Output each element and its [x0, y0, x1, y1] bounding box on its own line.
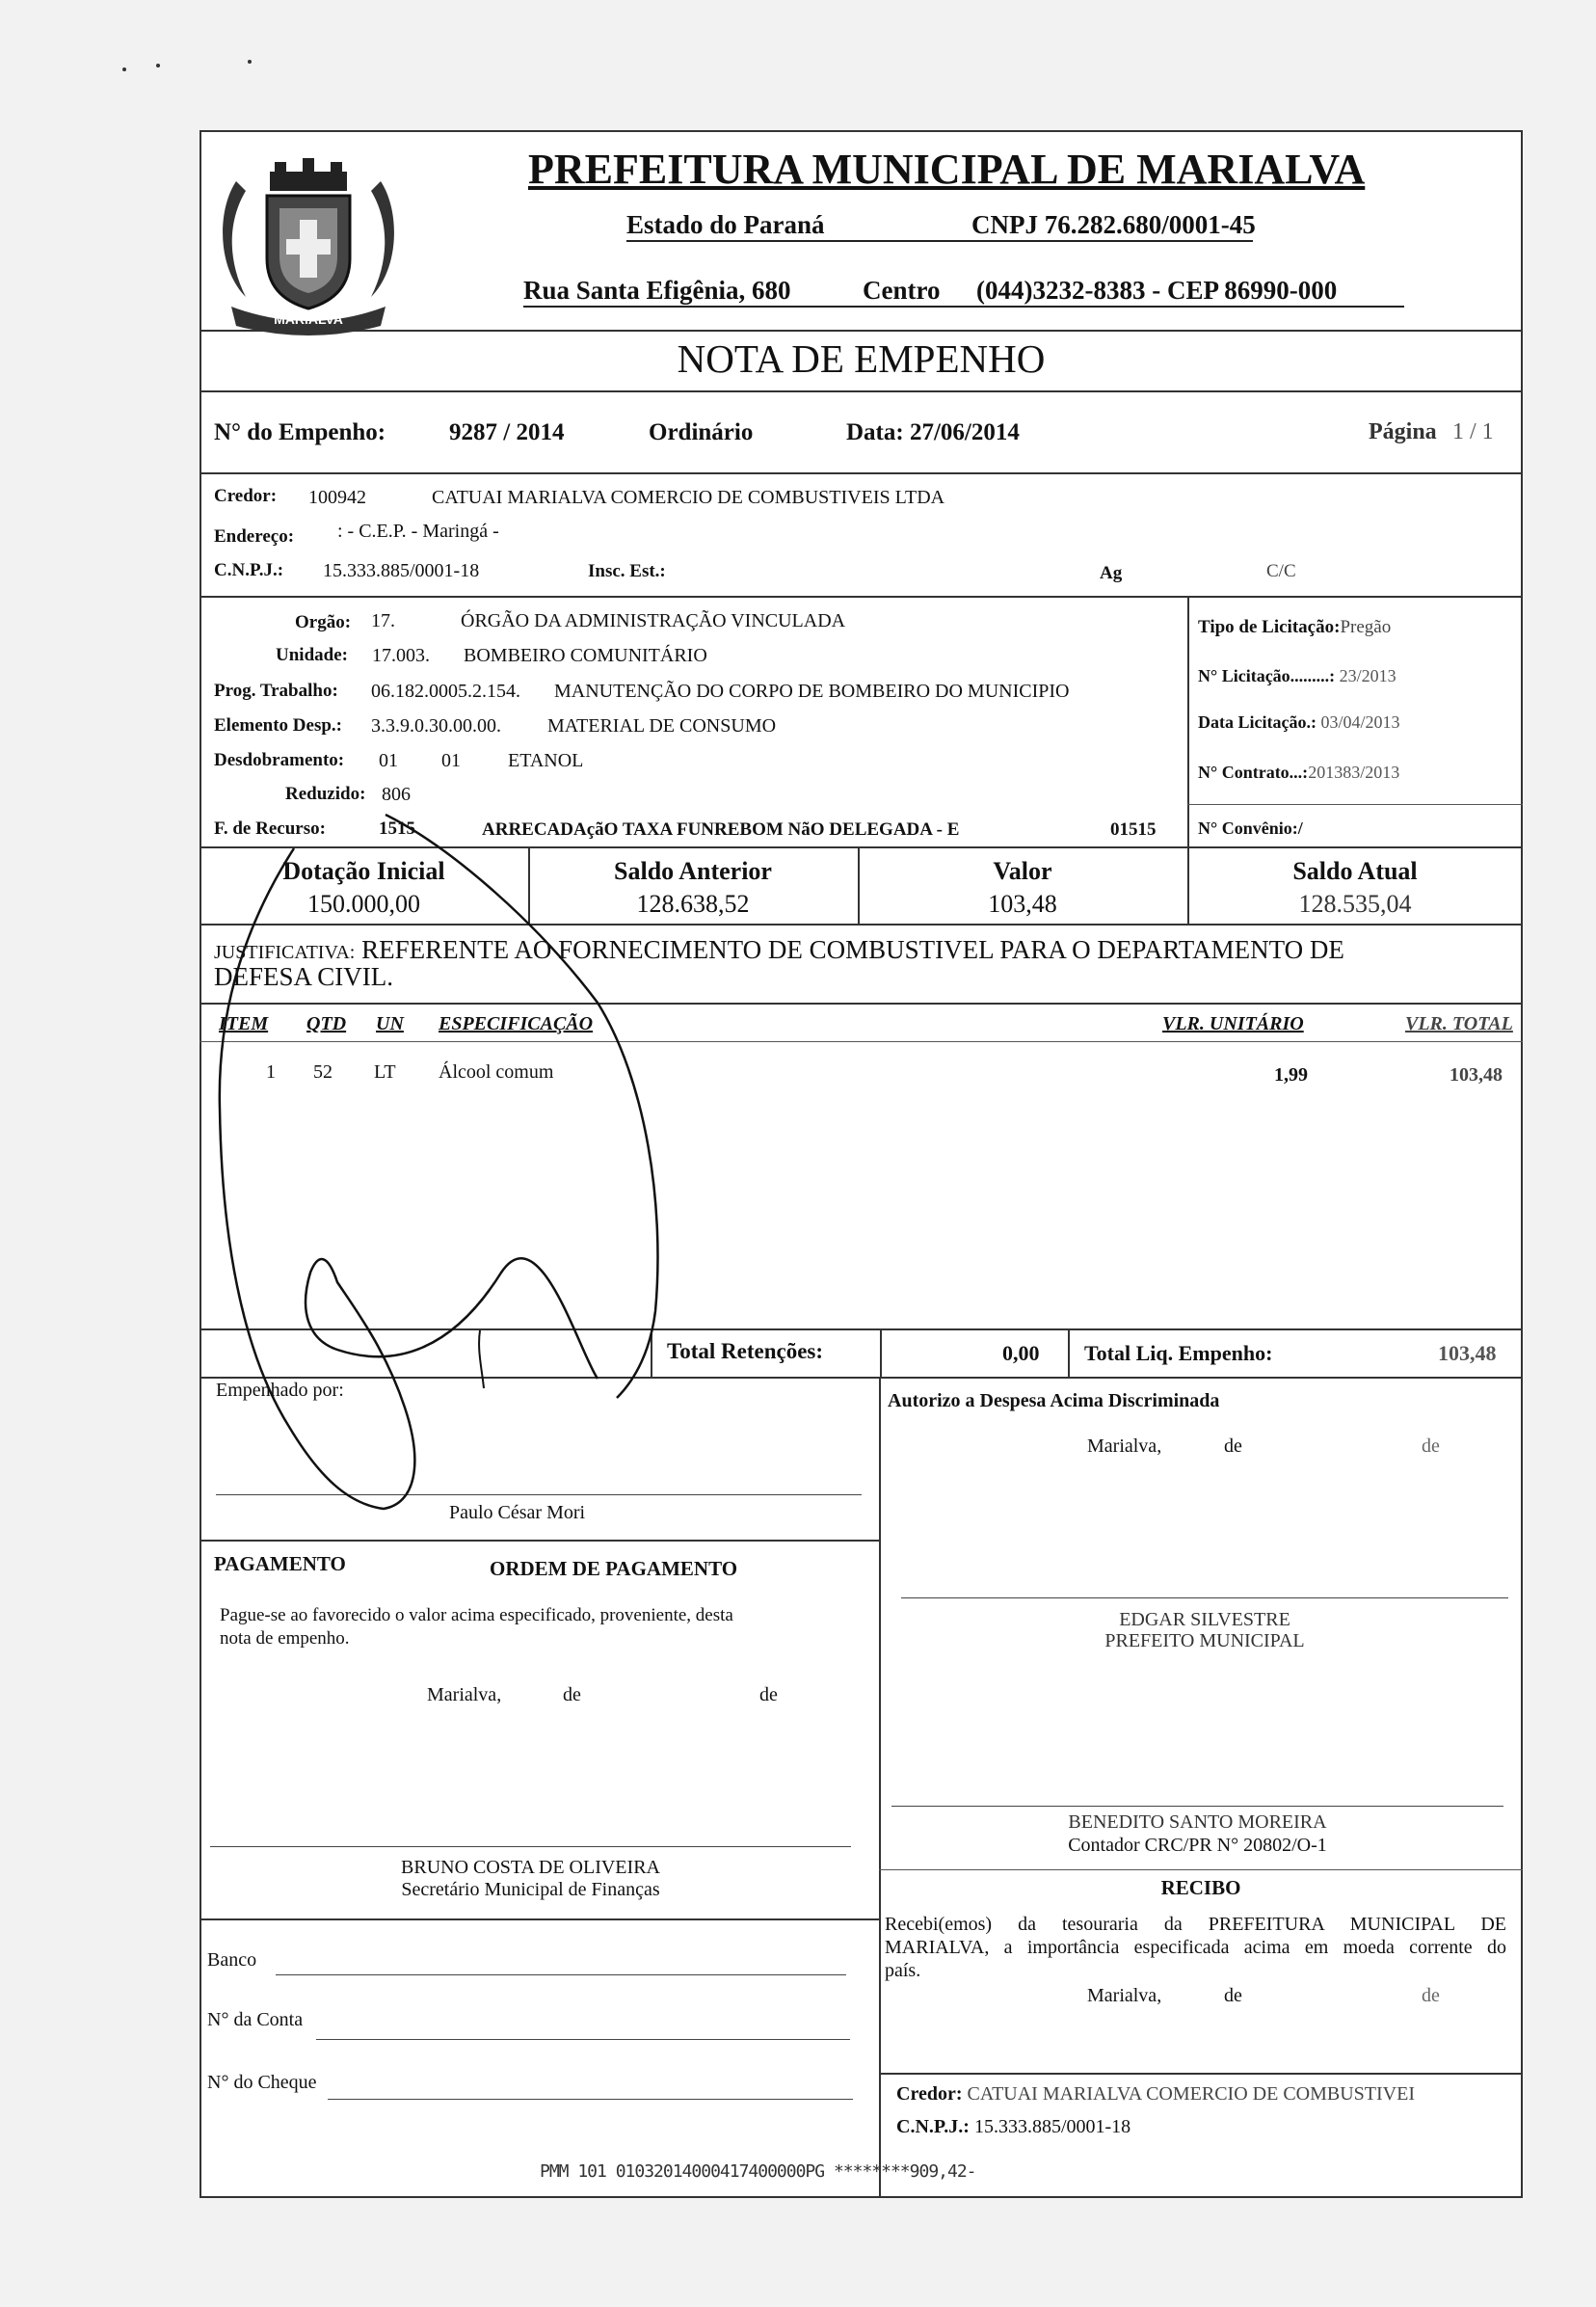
- valor-label: Valor: [993, 857, 1052, 885]
- ag-label: Ag: [1100, 563, 1123, 583]
- numero-licitacao: N° Licitação.........: 23/2013: [1198, 666, 1396, 685]
- municipal-crest-icon: [207, 143, 410, 335]
- banco-label: Banco: [207, 1949, 257, 1971]
- cheque-label: N° do Cheque: [207, 2072, 317, 2093]
- desdob-label: Desdobramento:: [214, 750, 345, 770]
- autorizo-de1: de: [1224, 1435, 1242, 1457]
- col-vlr-total: VLR. TOTAL: [1405, 1013, 1513, 1034]
- autorizo-de2: de: [1422, 1435, 1440, 1457]
- reduzido-label: Reduzido:: [285, 784, 366, 804]
- valor-value: 103,48: [988, 890, 1057, 918]
- col-especificacao: ESPECIFICAÇÃO: [439, 1013, 594, 1034]
- header-address-line: [523, 278, 1404, 308]
- recurso-name: ARRECADAçãO TAXA FUNREBOM NãO DELEGADA - E: [482, 819, 960, 840]
- doc-title: NOTA DE EMPENHO: [677, 336, 1046, 381]
- recibo-credor: Credor: CATUAI MARIALVA COMERCIO DE COMBUSTIVEI: [896, 2083, 1415, 2105]
- address-value: : - C.E.P. - Maringá -: [337, 521, 499, 542]
- recibo-de1: de: [1224, 1985, 1242, 2006]
- saldo-anterior-label: Saldo Anterior: [614, 857, 772, 885]
- elemento-label: Elemento Desp.:: [214, 715, 342, 736]
- liquido-label: Total Liq. Empenho:: [1084, 1341, 1273, 1365]
- row-item: 1: [266, 1061, 276, 1083]
- recibo-text3: país.: [885, 1960, 921, 1981]
- row-vlr-unitario: 1,99: [1274, 1064, 1308, 1086]
- col-vlr-unitario: VLR. UNITÁRIO: [1162, 1013, 1304, 1034]
- recibo-cnpj: C.N.P.J.: 15.333.885/0001-18: [896, 2116, 1131, 2137]
- empenho-number: 9287 / 2014: [449, 419, 565, 445]
- desdob-name: ETANOL: [508, 750, 584, 771]
- svg-text:MARIALVA: MARIALVA: [274, 311, 343, 327]
- credor-name: CATUAI MARIALVA COMERCIO DE COMBUSTIVEIS LTDA: [432, 487, 945, 508]
- recibo-city: Marialva,: [1087, 1985, 1162, 2006]
- page-label: Página: [1369, 419, 1437, 444]
- col-qtd: QTD: [306, 1013, 347, 1034]
- desdob-a: 01: [379, 750, 398, 771]
- cnpj-label: C.N.P.J.:: [214, 560, 284, 580]
- footer-code: PMM 101 01032014000417400000PG ********909,42-: [540, 2161, 976, 2182]
- prog-name: MANUTENÇÃO DO CORPO DE BOMBEIRO DO MUNICIPIO: [554, 681, 1070, 702]
- dotacao-value: 150.000,00: [307, 890, 420, 918]
- recibo-label: RECIBO: [1160, 1876, 1241, 1899]
- reduzido-value: 806: [382, 784, 411, 805]
- col-item: ITEM: [219, 1013, 269, 1034]
- empenho-date: Data: 27/06/2014: [846, 419, 1020, 445]
- pagamento-label: PAGAMENTO: [214, 1552, 346, 1575]
- dotacao-label: Dotação Inicial: [282, 857, 445, 885]
- pagamento-de1: de: [563, 1684, 581, 1705]
- prog-code: 06.182.0005.2.154.: [371, 681, 520, 702]
- justificativa-line1: JUSTIFICATIVA: REFERENTE AO FORNECIMENTO DE COMBUSTIVEL PARA O DEPARTAMENTO DE: [214, 935, 1344, 964]
- ordem-pagamento-label: ORDEM DE PAGAMENTO: [490, 1557, 738, 1580]
- row-un: LT: [374, 1061, 396, 1083]
- header-state: Estado do Paraná: [626, 210, 825, 239]
- autorizo-label: Autorizo a Despesa Acima Discriminada: [888, 1390, 1220, 1411]
- page-number: 1 / 1: [1452, 419, 1494, 444]
- elemento-code: 3.3.9.0.30.00.00.: [371, 715, 501, 737]
- cnpj-value: 15.333.885/0001-18: [323, 560, 480, 581]
- header-cnpj: CNPJ 76.282.680/0001-45: [971, 210, 1256, 239]
- retencoes-value: 0,00: [1002, 1341, 1040, 1365]
- recibo-text2: MARIALVA, a importância especificada acima em moeda corrente do: [885, 1937, 1506, 1958]
- pagamento-text2: nota de empenho.: [220, 1628, 350, 1649]
- address-label: Endereço:: [214, 526, 295, 547]
- unidade-label: Unidade:: [276, 645, 348, 665]
- contador-name: BENEDITO SANTO MOREIRA: [1068, 1811, 1327, 1833]
- credor-label: Credor:: [214, 486, 278, 506]
- pagamento-city: Marialva,: [427, 1684, 502, 1705]
- insc-label: Insc. Est.:: [588, 561, 666, 581]
- unidade-code: 17.003.: [372, 645, 430, 666]
- pagamento-de2: de: [759, 1684, 778, 1705]
- row-qtd: 52: [313, 1061, 332, 1083]
- prog-label: Prog. Trabalho:: [214, 681, 338, 701]
- empenhado-label: Empenhado por:: [216, 1380, 344, 1401]
- recurso-label: F. de Recurso:: [214, 818, 326, 839]
- header-state-line: [626, 210, 1256, 242]
- row-vlr-total: 103,48: [1450, 1064, 1503, 1086]
- desdob-b: 01: [441, 750, 461, 771]
- header-title: PREFEITURA MUNICIPAL DE MARIALVA: [528, 146, 1366, 193]
- tipo-licitacao: Tipo de Licitação:Pregão: [1198, 617, 1392, 637]
- secretario-title: Secretário Municipal de Finanças: [401, 1879, 660, 1900]
- header-district: Centro: [863, 276, 941, 305]
- saldo-anterior-value: 128.638,52: [636, 890, 750, 918]
- header-address: Rua Santa Efigênia, 680: [523, 276, 791, 305]
- prefeito-name: EDGAR SILVESTRE: [1119, 1609, 1290, 1630]
- col-un: UN: [376, 1013, 404, 1034]
- empenhado-name: Paulo César Mori: [449, 1502, 586, 1523]
- autorizo-city: Marialva,: [1087, 1435, 1162, 1457]
- prefeito-title: PREFEITO MUNICIPAL: [1104, 1630, 1305, 1651]
- numero-convenio: N° Convênio:/: [1198, 818, 1303, 838]
- elemento-name: MATERIAL DE CONSUMO: [547, 715, 777, 737]
- recurso-code: 1515: [379, 818, 415, 839]
- credor-code: 100942: [308, 487, 366, 508]
- empenho-type: Ordinário: [649, 419, 754, 445]
- retencoes-label: Total Retenções:: [667, 1339, 824, 1363]
- conta-label: N° da Conta: [207, 2009, 304, 2030]
- recibo-text1: Recebi(emos) da tesouraria da PREFEITURA MUNICIPAL DE: [885, 1914, 1506, 1935]
- pagamento-text1: Pague-se ao favorecido o valor acima especificado, proveniente, desta: [220, 1605, 733, 1625]
- unidade-name: BOMBEIRO COMUNITÁRIO: [464, 645, 707, 666]
- orgao-code: 17.: [371, 610, 395, 631]
- saldo-atual-label: Saldo Atual: [1292, 857, 1418, 885]
- liquido-value: 103,48: [1438, 1341, 1497, 1365]
- orgao-label: Orgão:: [295, 612, 352, 632]
- recibo-de2: de: [1422, 1985, 1440, 2006]
- saldo-atual-value: 128.535,04: [1298, 890, 1412, 918]
- numero-contrato: N° Contrato...:201383/2013: [1198, 763, 1400, 782]
- data-licitacao: Data Licitação.: 03/04/2013: [1198, 712, 1400, 732]
- contador-title: Contador CRC/PR N° 20802/O-1: [1068, 1835, 1327, 1856]
- secretario-name: BRUNO COSTA DE OLIVEIRA: [401, 1857, 660, 1878]
- recurso-num: 01515: [1110, 819, 1157, 840]
- row-especificacao: Álcool comum: [439, 1061, 554, 1083]
- orgao-name: ÓRGÃO DA ADMINISTRAÇÃO VINCULADA: [461, 610, 846, 631]
- header-phone-cep: (044)3232-8383 - CEP 86990-000: [976, 276, 1338, 305]
- empenho-number-label: N° do Empenho:: [214, 419, 386, 445]
- justificativa-line2: DEFESA CIVIL.: [214, 962, 394, 991]
- cc-label: C/C: [1266, 561, 1296, 581]
